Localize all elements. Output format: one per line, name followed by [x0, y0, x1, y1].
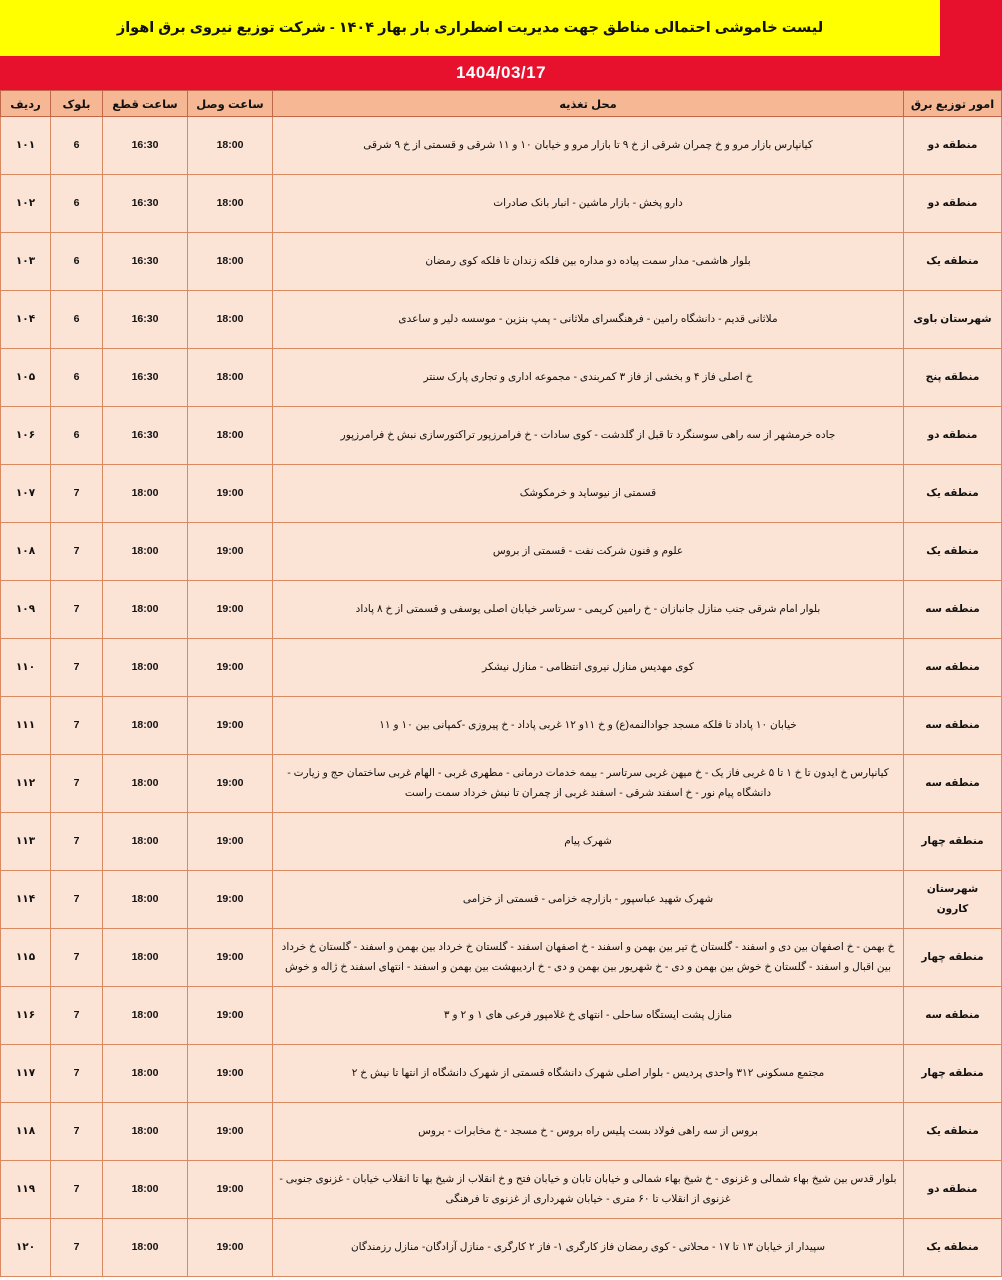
cell-row-number: ۱۱۲	[1, 755, 51, 813]
cell-feed: خ اصلی فاز ۴ و بخشی از فاز ۳ کمربندی - مجموعه اداری و تجاری پارک سنتر	[273, 349, 904, 407]
column-header-off-time: ساعت قطع	[103, 91, 188, 117]
cell-row-number: ۱۰۶	[1, 407, 51, 465]
cell-off-time: 18:00	[103, 581, 188, 639]
cell-off-time: 16:30	[103, 349, 188, 407]
cell-area: منطقه یک	[904, 523, 1002, 581]
cell-on-time: 19:00	[188, 1161, 273, 1219]
cell-on-time: 18:00	[188, 175, 273, 233]
cell-row-number: ۱۱۴	[1, 871, 51, 929]
cell-row-number: ۱۱۳	[1, 813, 51, 871]
cell-on-time: 19:00	[188, 1219, 273, 1277]
cell-area: منطقه سه	[904, 639, 1002, 697]
cell-off-time: 18:00	[103, 755, 188, 813]
table-row	[1, 117, 1002, 175]
table-row	[1, 987, 1002, 1045]
cell-area: منطقه یک	[904, 465, 1002, 523]
table-row	[1, 813, 1002, 871]
cell-block: 7	[51, 1103, 103, 1161]
cell-area: منطقه سه	[904, 581, 1002, 639]
cell-block: 6	[51, 349, 103, 407]
cell-off-time: 18:00	[103, 639, 188, 697]
cell-on-time: 18:00	[188, 407, 273, 465]
table-header-row	[1, 91, 1002, 117]
table-row	[1, 1219, 1002, 1277]
cell-area: منطقه دو	[904, 175, 1002, 233]
cell-feed: خ بهمن - خ اصفهان بین دی و اسفند - گلستان خ تیر بین بهمن و اسفند - خ اصفهان اسفند - گلستان خ خرداد بین بهمن و اسفند - گلستان خ خرداد بین اقبال و اسفند - گلستان خ خوش بین بهمن و دی - خ شهریور بین بهمن و دی - خ اردیبهشت بین بهمن و اسفند - انتهای اسفند خ ژاله و خوش	[273, 929, 904, 987]
table-row	[1, 407, 1002, 465]
cell-feed: علوم و فنون شرکت نفت - قسمتی از بروس	[273, 523, 904, 581]
cell-block: 7	[51, 755, 103, 813]
table-row	[1, 465, 1002, 523]
cell-block: 7	[51, 1219, 103, 1277]
cell-block: 7	[51, 929, 103, 987]
table-row	[1, 1103, 1002, 1161]
table-row	[1, 1045, 1002, 1103]
cell-area: منطقه یک	[904, 233, 1002, 291]
cell-area: منطقه سه	[904, 755, 1002, 813]
cell-on-time: 19:00	[188, 871, 273, 929]
cell-feed: خیابان ۱۰ پاداد تا فلکه مسجد جوادالنمه(ع) و خ ۱۱و ۱۲ غربی پاداد - خ پیروزی -کمپانی بین ۱۰ و ۱۱	[273, 697, 904, 755]
cell-row-number: ۱۱۱	[1, 697, 51, 755]
cell-on-time: 19:00	[188, 1103, 273, 1161]
cell-off-time: 18:00	[103, 465, 188, 523]
cell-on-time: 18:00	[188, 291, 273, 349]
column-header-row-number: ردیف	[1, 91, 51, 117]
table-row	[1, 581, 1002, 639]
cell-block: 7	[51, 987, 103, 1045]
cell-row-number: ۱۰۱	[1, 117, 51, 175]
cell-feed: مجتمع مسکونی ۳۱۲ واحدی پردیس - بلوار اصلی شهرک دانشگاه قسمتی از شهرک دانشگاه از انتها تا نیش خ ۲	[273, 1045, 904, 1103]
cell-row-number: ۱۱۶	[1, 987, 51, 1045]
cell-off-time: 18:00	[103, 1103, 188, 1161]
table-row	[1, 755, 1002, 813]
cell-feed: کیانپارس خ ایدون تا خ ۱ تا ۵ غربی فاز یک - خ میهن غربی سرتاسر - بیمه خدمات درمانی - مطهری غربی - الهام غربی ساختمان حج و زیارت - دانشگاه پیام نور - خ اسفند شرقی - اسفند غربی از چمران تا نبش خرداد سمت راست	[273, 755, 904, 813]
date-bar: 1404/03/17	[0, 56, 1002, 90]
cell-on-time: 18:00	[188, 349, 273, 407]
cell-on-time: 19:00	[188, 929, 273, 987]
cell-row-number: ۱۰۴	[1, 291, 51, 349]
cell-block: 6	[51, 291, 103, 349]
cell-feed: بلوار هاشمی- مدار سمت پیاده دو مداره بین فلکه زندان تا فلکه کوی رمضان	[273, 233, 904, 291]
cell-off-time: 18:00	[103, 813, 188, 871]
cell-row-number: ۱۰۸	[1, 523, 51, 581]
cell-off-time: 16:30	[103, 407, 188, 465]
cell-area: منطقه چهار	[904, 1045, 1002, 1103]
column-header-feed: محل تغذیه	[273, 91, 904, 117]
cell-block: 7	[51, 1161, 103, 1219]
cell-on-time: 19:00	[188, 465, 273, 523]
table-row	[1, 233, 1002, 291]
cell-row-number: ۱۱۷	[1, 1045, 51, 1103]
cell-on-time: 19:00	[188, 639, 273, 697]
cell-block: 7	[51, 523, 103, 581]
cell-feed: منازل پشت ایستگاه ساحلی - انتهای خ غلامپور فرعی های ۱ و ۲ و ۳	[273, 987, 904, 1045]
cell-area: منطقه پنج	[904, 349, 1002, 407]
cell-area: منطقه یک	[904, 1219, 1002, 1277]
cell-off-time: 18:00	[103, 523, 188, 581]
cell-block: 7	[51, 581, 103, 639]
cell-area: شهرستان کارون	[904, 871, 1002, 929]
cell-row-number: ۱۰۹	[1, 581, 51, 639]
table-row	[1, 1161, 1002, 1219]
cell-area: منطقه دو	[904, 1161, 1002, 1219]
cell-row-number: ۱۱۰	[1, 639, 51, 697]
cell-row-number: ۱۰۳	[1, 233, 51, 291]
cell-block: 7	[51, 813, 103, 871]
cell-area: منطقه دو	[904, 117, 1002, 175]
cell-on-time: 19:00	[188, 697, 273, 755]
cell-block: 6	[51, 233, 103, 291]
cell-block: 6	[51, 175, 103, 233]
cell-row-number: ۱۱۵	[1, 929, 51, 987]
cell-off-time: 18:00	[103, 1161, 188, 1219]
cell-off-time: 16:30	[103, 233, 188, 291]
table-row	[1, 349, 1002, 407]
cell-off-time: 18:00	[103, 987, 188, 1045]
table-body	[1, 117, 1002, 1277]
cell-area: منطقه دو	[904, 407, 1002, 465]
cell-off-time: 16:30	[103, 117, 188, 175]
cell-area: منطقه چهار	[904, 929, 1002, 987]
cell-feed: شهرک شهید عباسپور - بازارچه خزامی - قسمتی از خزامی	[273, 871, 904, 929]
table-row	[1, 523, 1002, 581]
column-header-block: بلوک	[51, 91, 103, 117]
table-row	[1, 291, 1002, 349]
cell-block: 7	[51, 639, 103, 697]
cell-row-number: ۱۰۲	[1, 175, 51, 233]
cell-off-time: 18:00	[103, 1045, 188, 1103]
cell-off-time: 16:30	[103, 175, 188, 233]
page-title: لیست خاموشی احتمالی مناطق جهت مدیریت اضطراری بار بهار ۱۴۰۴ - شرکت توزیع نیروی برق اهواز	[0, 0, 940, 56]
cell-off-time: 18:00	[103, 697, 188, 755]
banner-accent-block	[940, 0, 1002, 56]
cell-on-time: 19:00	[188, 581, 273, 639]
cell-row-number: ۱۰۷	[1, 465, 51, 523]
cell-on-time: 19:00	[188, 1045, 273, 1103]
cell-block: 6	[51, 407, 103, 465]
cell-block: 7	[51, 465, 103, 523]
cell-feed: شهرک پیام	[273, 813, 904, 871]
header-banner	[0, 0, 1002, 56]
cell-on-time: 19:00	[188, 523, 273, 581]
cell-area: منطقه چهار	[904, 813, 1002, 871]
cell-area: منطقه سه	[904, 987, 1002, 1045]
cell-row-number: ۱۱۸	[1, 1103, 51, 1161]
cell-off-time: 18:00	[103, 871, 188, 929]
cell-feed: سپیدار از خیابان ۱۳ تا ۱۷ - محلاتی - کوی رمضان فاز کارگری ۱- فاز ۲ کارگری - منازل آزادگان- منازل رزمندگان	[273, 1219, 904, 1277]
cell-area: شهرستان باوی	[904, 291, 1002, 349]
cell-on-time: 19:00	[188, 987, 273, 1045]
table-row	[1, 697, 1002, 755]
cell-feed: بلوار قدس بین شیخ بهاء شمالی و غزنوی - خ شیخ بهاء شمالی و خیابان تابان و خیابان فتح و خ انقلاب از شیخ بها تا انقلاب خیابان - غزنوی جنوبی - غزنوی از انقلاب تا ۶۰ متری - خیابان شهرداری از غزنوی تا فرهنگی	[273, 1161, 904, 1219]
table-row	[1, 871, 1002, 929]
column-header-on-time: ساعت وصل	[188, 91, 273, 117]
cell-row-number: ۱۲۰	[1, 1219, 51, 1277]
table-row	[1, 175, 1002, 233]
outage-table	[0, 90, 1002, 1277]
cell-on-time: 19:00	[188, 813, 273, 871]
cell-on-time: 19:00	[188, 755, 273, 813]
cell-feed: بروس از سه راهی فولاد بست پلیس راه بروس - خ مسجد - خ مخابرات - بروس	[273, 1103, 904, 1161]
cell-off-time: 16:30	[103, 291, 188, 349]
cell-feed: کیانپارس بازار مرو و خ چمران شرقی از خ ۹ تا بازار مرو و خیابان ۱۰ و ۱۱ شرقی و قسمتی از خ ۹ شرقی	[273, 117, 904, 175]
cell-off-time: 18:00	[103, 929, 188, 987]
cell-feed: دارو پخش - بازار ماشین - انبار بانک صادرات	[273, 175, 904, 233]
cell-area: منطقه یک	[904, 1103, 1002, 1161]
cell-feed: کوی مهدیس منازل نیروی انتظامی - منازل نیشکر	[273, 639, 904, 697]
cell-block: 7	[51, 1045, 103, 1103]
cell-feed: قسمتی از نیوساید و خرمکوشک	[273, 465, 904, 523]
cell-block: 7	[51, 697, 103, 755]
cell-block: 7	[51, 871, 103, 929]
cell-row-number: ۱۱۹	[1, 1161, 51, 1219]
table-row	[1, 929, 1002, 987]
table-row	[1, 639, 1002, 697]
cell-block: 6	[51, 117, 103, 175]
cell-on-time: 18:00	[188, 233, 273, 291]
cell-on-time: 18:00	[188, 117, 273, 175]
cell-feed: ملاثانی قدیم - دانشگاه رامین - فرهنگسرای ملاثانی - پمپ بنزین - موسسه دلیر و ساعدی	[273, 291, 904, 349]
cell-off-time: 18:00	[103, 1219, 188, 1277]
column-header-area: امور توزیع برق	[904, 91, 1002, 117]
cell-feed: جاده خرمشهر از سه راهی سوسنگرد تا قبل از گلدشت - کوی سادات - خ فرامرزپور تراکتورسازی نبش خ فرامرزپور	[273, 407, 904, 465]
cell-area: منطقه سه	[904, 697, 1002, 755]
cell-feed: بلوار امام شرقی جنب منازل جانبازان - خ رامین کریمی - سرتاسر خیابان اصلی یوسفی و قسمتی از خ ۸ پاداد	[273, 581, 904, 639]
cell-row-number: ۱۰۵	[1, 349, 51, 407]
